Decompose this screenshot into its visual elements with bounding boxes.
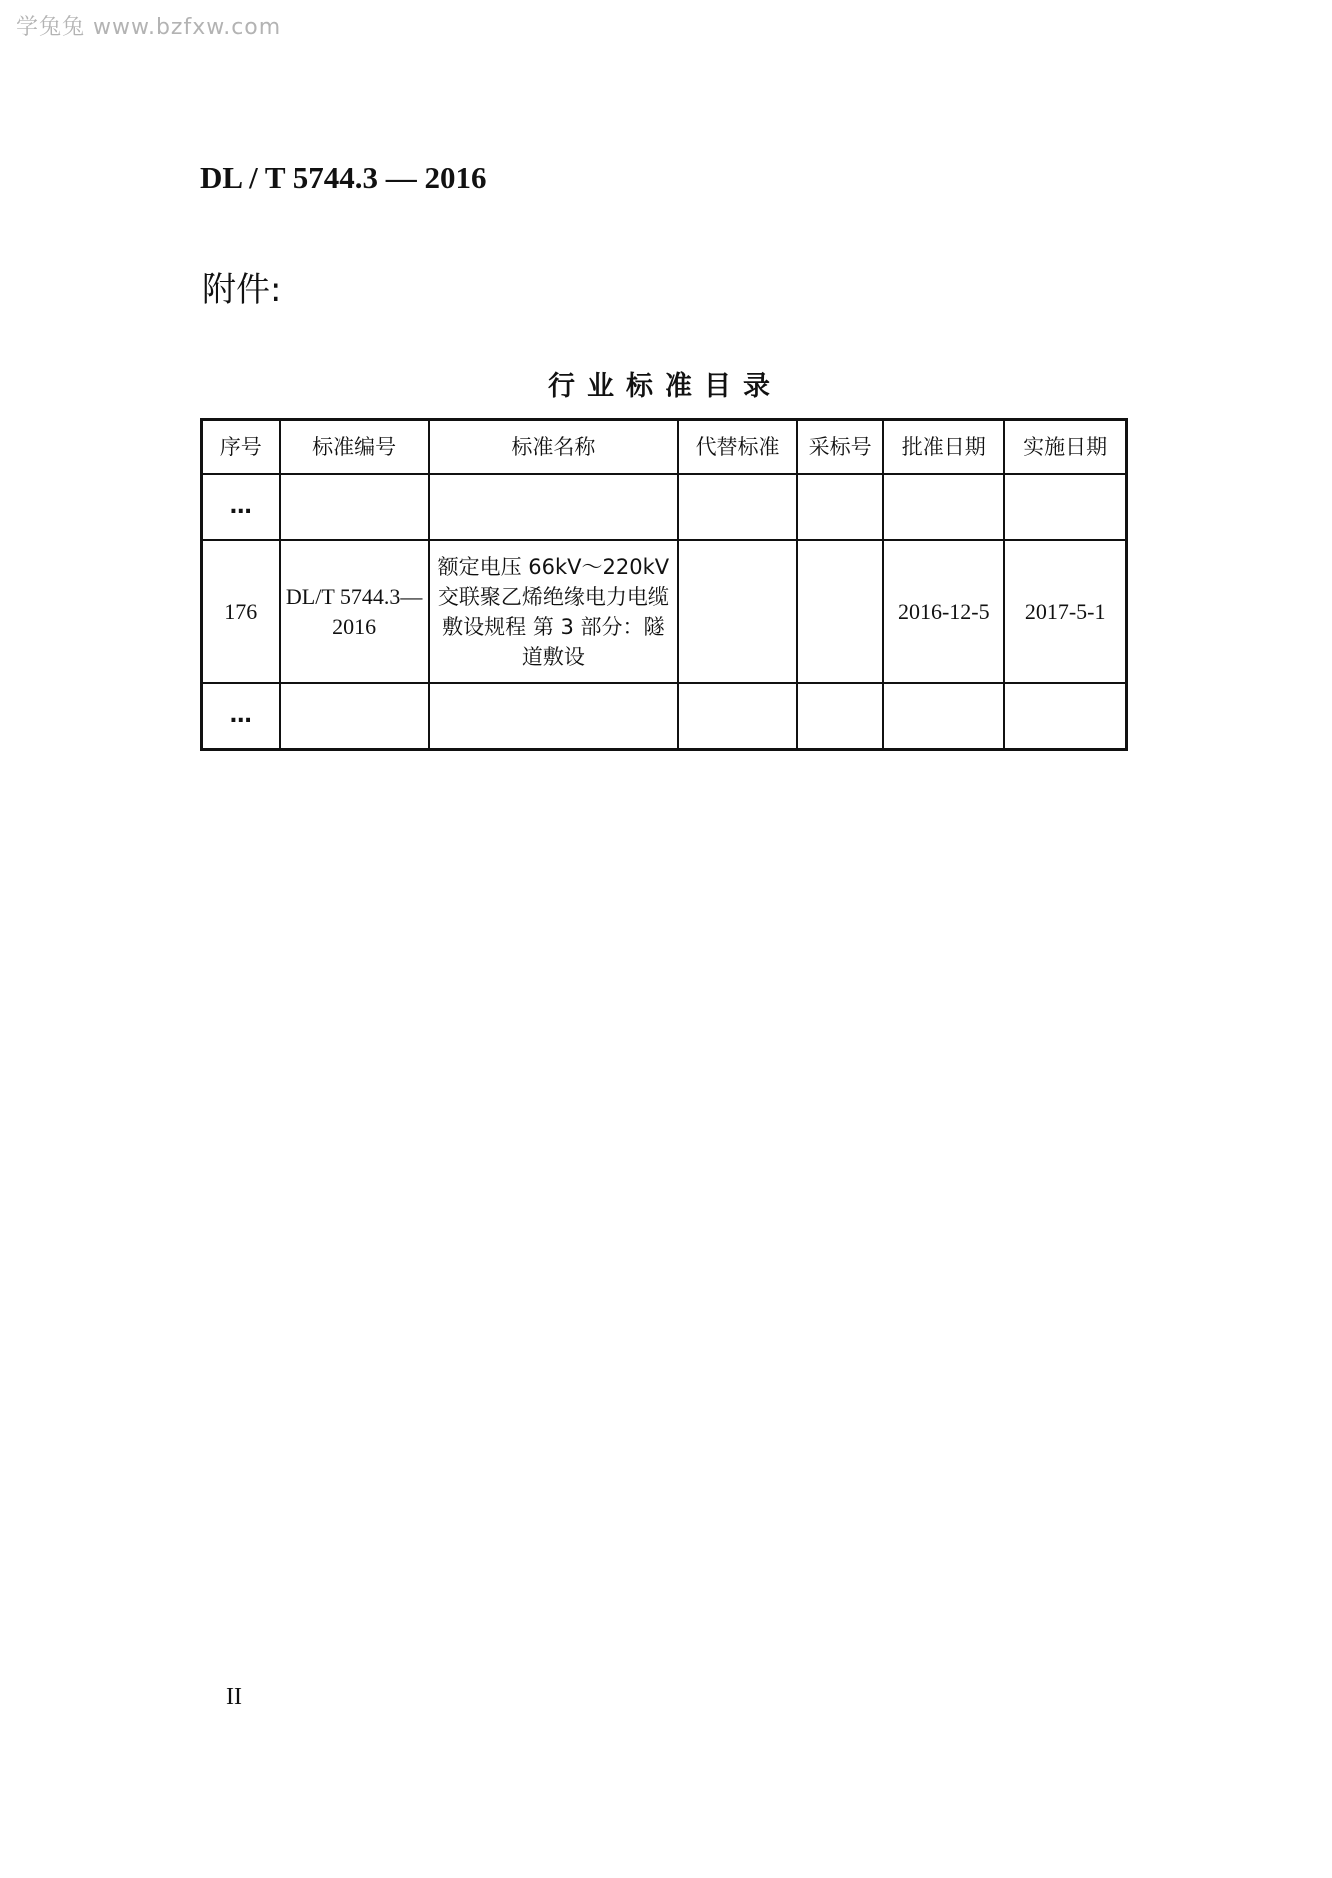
- document-code: DL / T 5744.3 — 2016: [200, 160, 487, 195]
- cell-approval-date: 2016-12-5: [883, 540, 1004, 683]
- column-header-code: 标准编号: [280, 420, 429, 475]
- cell-seq: …: [202, 683, 280, 750]
- column-header-effective-date: 实施日期: [1004, 420, 1126, 475]
- cell-code: [280, 474, 429, 540]
- cell-code: DL/T 5744.3—2016: [280, 540, 429, 683]
- standards-catalog-table: [200, 418, 1128, 751]
- cell-adopted: [797, 474, 883, 540]
- table-title: 行业标准目录: [548, 371, 782, 402]
- table-row: [202, 683, 1127, 750]
- column-header-name: 标准名称: [429, 420, 678, 475]
- cell-effective-date: [1004, 474, 1126, 540]
- cell-adopted: [797, 683, 883, 750]
- column-header-seq: 序号: [202, 420, 280, 475]
- table-header-row: [202, 420, 1127, 475]
- column-header-approval-date: 批准日期: [883, 420, 1004, 475]
- cell-name: 额定电压 66kV～220kV 交联聚乙烯绝缘电力电缆敷设规程 第 3 部分：隧道敷设: [429, 540, 678, 683]
- cell-seq: 176: [202, 540, 280, 683]
- cell-approval-date: [883, 474, 1004, 540]
- cell-seq: …: [202, 474, 280, 540]
- watermark: 学兔兔 www.bzfxw.com: [16, 15, 282, 40]
- cell-replaces: [678, 474, 797, 540]
- cell-effective-date: [1004, 683, 1126, 750]
- cell-code: [280, 683, 429, 750]
- column-header-replaces: 代替标准: [678, 420, 797, 475]
- table-row: [202, 540, 1127, 683]
- cell-approval-date: [883, 683, 1004, 750]
- cell-adopted: [797, 540, 883, 683]
- cell-name: [429, 683, 678, 750]
- cell-effective-date: 2017-5-1: [1004, 540, 1126, 683]
- cell-name: [429, 474, 678, 540]
- cell-replaces: [678, 540, 797, 683]
- column-header-adopted: 采标号: [797, 420, 883, 475]
- attachment-label: 附件:: [202, 270, 282, 310]
- page-number: II: [226, 1684, 242, 1710]
- cell-replaces: [678, 683, 797, 750]
- table-row: [202, 474, 1127, 540]
